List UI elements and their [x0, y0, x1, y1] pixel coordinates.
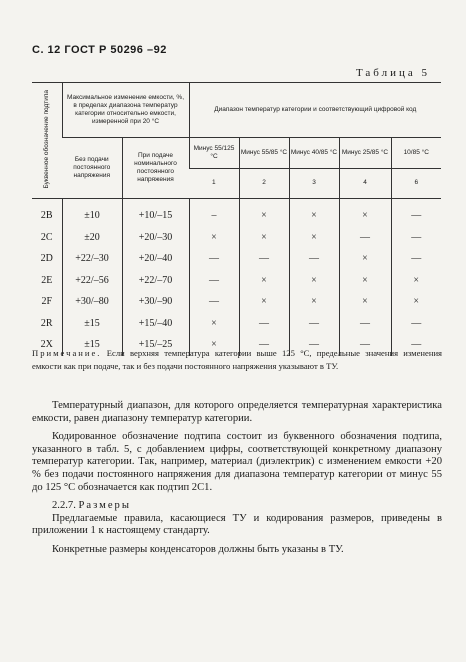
cell-code-1: — [189, 291, 239, 313]
cell-code-2: × [239, 291, 289, 313]
cell-code-6: × [391, 291, 441, 313]
cell-code-4: — [339, 334, 391, 356]
code-1: 1 [189, 168, 239, 199]
table-note [32, 347, 442, 373]
cell-type: 2E [41, 274, 53, 286]
cell-code-1: – [189, 199, 239, 227]
cell-code-3: × [289, 199, 339, 227]
cell-code-6: — [391, 227, 441, 249]
cell-code-1: × [189, 227, 239, 249]
range-4: Минус 25/85 °С [339, 138, 391, 169]
cell-code-2: — [239, 313, 289, 335]
paragraph-specific-dimensions: Конкретные размеры конденсаторов должны быть указаны в ТУ. [52, 543, 344, 555]
cell-no-voltage: +22/–30 [62, 248, 122, 270]
col-header-type-label: Буквенное обозначение подтипа [42, 89, 50, 189]
cell-with-voltage: +20/–40 [122, 248, 189, 270]
cell-no-voltage: +22/–56 [62, 270, 122, 292]
cell-type: 2R [40, 317, 53, 329]
cell-code-2: × [239, 270, 289, 292]
cell-code-1: × [189, 334, 239, 356]
cell-with-voltage: +30/–90 [122, 291, 189, 313]
cell-code-4: × [339, 291, 391, 313]
cell-code-1: — [189, 270, 239, 292]
range-6: 10/85 °С [391, 138, 441, 169]
cell-no-voltage: ±15 [62, 334, 122, 356]
table-row [32, 313, 441, 335]
section-heading [32, 500, 442, 513]
cell-type: 2D [40, 253, 53, 265]
cell-with-voltage: +20/–30 [122, 227, 189, 249]
code-3: 3 [289, 168, 339, 199]
note-label: Примечание. [32, 348, 102, 358]
cell-no-voltage: ±15 [62, 313, 122, 335]
cell-code-4: × [339, 199, 391, 227]
range-2: Минус 55/85 °С [239, 138, 289, 169]
cell-code-3: — [289, 313, 339, 335]
cell-no-voltage: ±20 [62, 227, 122, 249]
table-row [32, 199, 441, 227]
table-row [32, 248, 441, 270]
cell-code-6: — [391, 199, 441, 227]
cell-code-3: × [289, 270, 339, 292]
cell-code-6: × [391, 270, 441, 292]
cell-code-3: × [289, 227, 339, 249]
cell-type: 2B [40, 210, 53, 222]
cell-type: 2F [41, 296, 53, 308]
table-row [32, 270, 441, 292]
table-row [32, 291, 441, 313]
section-title: Размеры [78, 500, 131, 512]
cell-type: 2X [40, 339, 53, 351]
body-text [32, 400, 442, 557]
cell-code-1: — [189, 248, 239, 270]
cell-with-voltage: +15/–25 [122, 334, 189, 356]
cell-code-2: — [239, 248, 289, 270]
cell-code-3: × [289, 291, 339, 313]
cell-code-2: × [239, 227, 289, 249]
range-1: Минус 55/125 °С [189, 138, 239, 169]
cell-with-voltage: +15/–40 [122, 313, 189, 335]
col-header-no-voltage: Без подачи постоянного напряжения [62, 138, 122, 199]
subtype-table [32, 82, 441, 356]
cell-code-2: — [239, 334, 289, 356]
table-caption: Таблица 5 [355, 67, 430, 79]
cell-code-6: — [391, 313, 441, 335]
section-number: 2.2.7. [52, 500, 76, 512]
cell-code-6: — [391, 334, 441, 356]
code-6: 6 [391, 168, 441, 199]
cell-code-1: × [189, 313, 239, 335]
cell-code-4: — [339, 227, 391, 249]
table-row [32, 227, 441, 249]
page-header: С. 12 ГОСТ Р 50296 –92 [32, 44, 167, 56]
note-text: Если верхняя температура категории выше 125 °С, предельные значения изменения емкости как при подаче, так и без подачи постоянного напряжения указывают в ТУ. [32, 348, 442, 371]
subtype-table-body [32, 199, 441, 356]
paragraph-proposed-rules: Предлагаемые правила, касающиеся ТУ и кодирования размеров, приведены в приложении 1 к настоящему стандарту. [32, 512, 442, 537]
col-header-type [32, 83, 62, 199]
code-4: 4 [339, 168, 391, 199]
cell-code-3: — [289, 248, 339, 270]
cell-code-4: × [339, 270, 391, 292]
code-2: 2 [239, 168, 289, 199]
cell-type: 2C [40, 231, 53, 243]
col-header-cap-change: Максимальное изменение емкости, %, в пределах диапазона температур категории относительно емкости, измеренной при 20 °С [62, 83, 189, 138]
cell-code-4: × [339, 248, 391, 270]
cell-code-3: — [289, 334, 339, 356]
cell-code-2: × [239, 199, 289, 227]
paragraph-coded-designation: Кодированное обозначение подтипа состоит из буквенного обозначения подтипа, указанного в табл. 5, с добавлением цифры, соответствующей конкретному диапазону температур категории. Так, например, материал (диэлектрик) с изменением емкости +20 % без подачи постоянного напряжения для диапазона температур категории от минус 55 до 125 °С обозначается как подтип 2С1. [32, 431, 442, 493]
cell-no-voltage: ±10 [62, 199, 122, 227]
paragraph-temperature-range: Температурный диапазон, для которого определяется температурная характеристика емкости, равен диапазону температур категории. [32, 400, 442, 424]
col-header-with-voltage: При подаче номинального постоянного напряжения [122, 138, 189, 199]
range-3: Минус 40/85 °С [289, 138, 339, 169]
cell-with-voltage: +22/–70 [122, 270, 189, 292]
cell-code-6: — [391, 248, 441, 270]
cell-with-voltage: +10/–15 [122, 199, 189, 227]
col-header-range: Диапазон температур категории и соответствующий цифровой код [189, 83, 441, 138]
cell-code-4: — [339, 313, 391, 335]
cell-no-voltage: +30/–80 [62, 291, 122, 313]
